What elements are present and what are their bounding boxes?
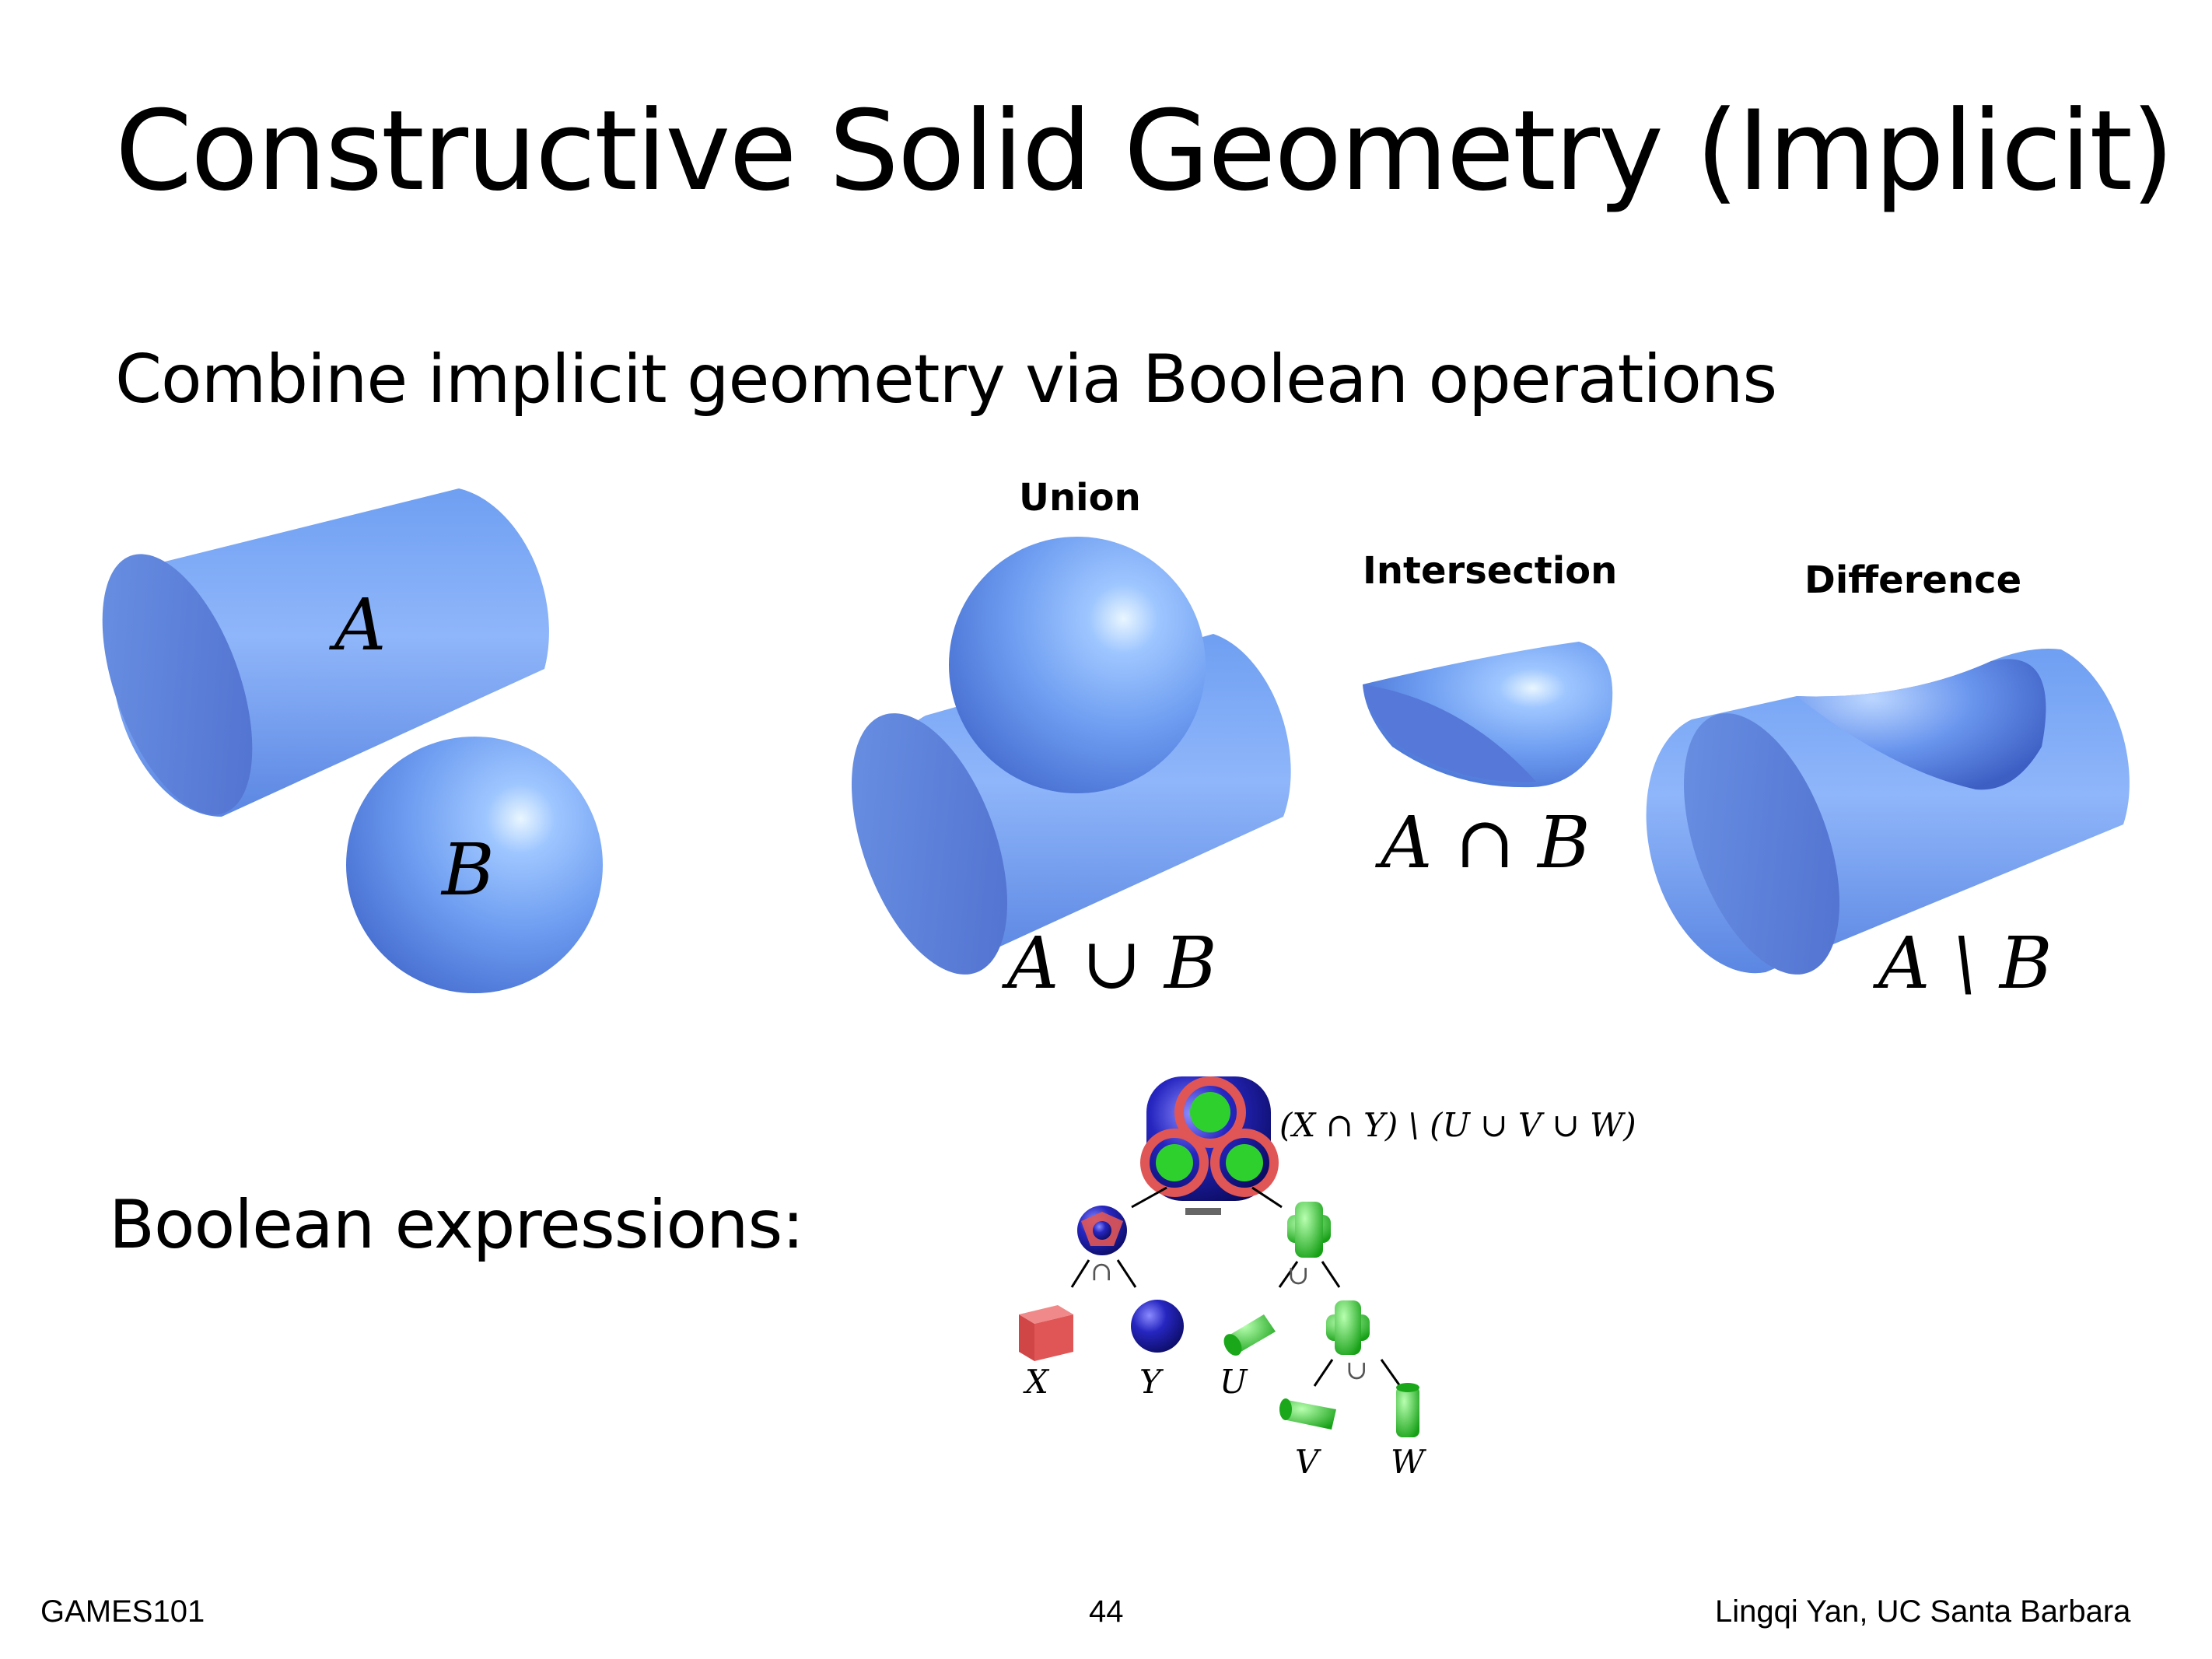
tree-op-cup-1: ∪ [1287,1260,1310,1291]
leaf-y-sphere [1131,1300,1184,1353]
intersection-shape [1363,642,1612,787]
footer-page-number: 44 [1089,1594,1124,1629]
leaf-v-label: V [1295,1443,1319,1481]
slide-title: Constructive Solid Geometry (Implicit) [115,87,2173,215]
leaf-v-cylinder [1279,1398,1336,1430]
tree-expression: (X ∩ Y) \ (U ∪ V ∪ W) [1279,1106,1636,1144]
tree-node-uvw [1287,1202,1331,1258]
tree-node-vw [1326,1300,1370,1355]
union-expression: A ∪ B [1007,922,1217,1005]
leaf-u-cylinder [1220,1314,1276,1359]
leaf-y-label: Y [1139,1363,1161,1401]
leaf-w-cylinder [1396,1383,1419,1437]
label-b: B [442,828,495,912]
intersection-label: Intersection [1363,549,1618,593]
tree-op-cup-2: ∪ [1346,1355,1368,1386]
footer-author: Lingqi Yan, UC Santa Barbara [1715,1594,2131,1629]
leaf-u-label: U [1220,1363,1248,1401]
difference-label: Difference [1804,558,2022,602]
intersection-expression: A ∩ B [1381,801,1591,884]
leaf-w-label: W [1391,1443,1425,1481]
tree-root-object [1145,1076,1274,1201]
label-a: A [334,583,387,667]
tree-minus-bar [1185,1208,1221,1215]
bullet-combine: Combine implicit geometry via Boolean operations [115,341,1777,418]
difference-expression: A \ B [1878,922,2053,1005]
bullet-expressions: Boolean expressions: [109,1186,804,1264]
footer-course: GAMES101 [40,1594,205,1629]
tree-op-cap: ∩ [1090,1256,1113,1287]
union-label: Union [1019,476,1141,520]
leaf-x-label: X [1025,1363,1048,1401]
leaf-x-cube [1019,1305,1073,1361]
tree-node-xy [1077,1206,1127,1255]
